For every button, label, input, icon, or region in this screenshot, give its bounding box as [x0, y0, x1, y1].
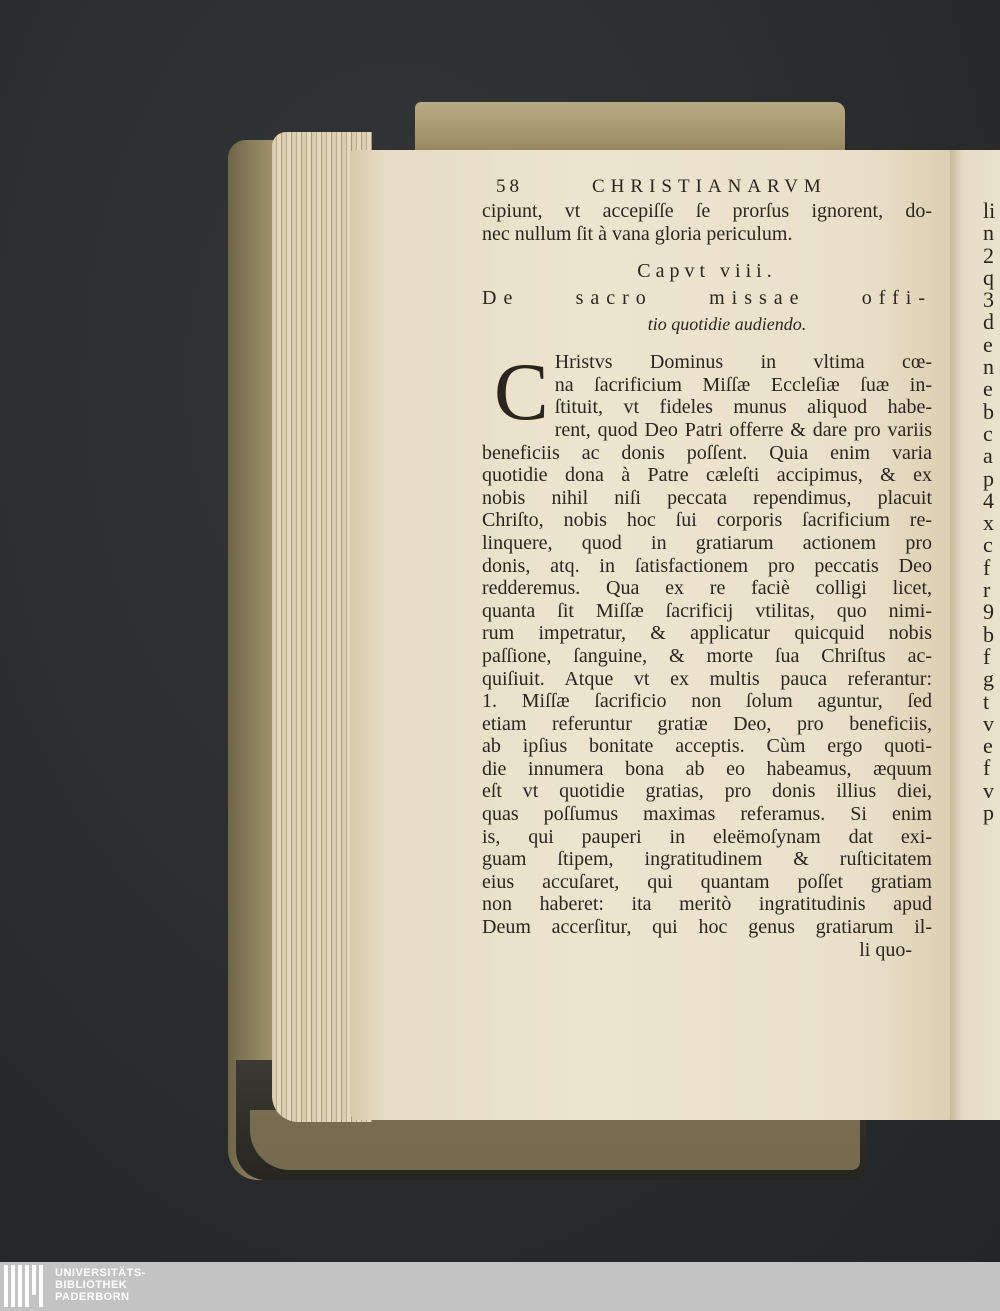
- body-text: [482, 346, 932, 961]
- running-header: [482, 170, 932, 200]
- facing-page-fragment: c: [983, 532, 993, 558]
- text-line: guam ſtipem, ingratitudinem & ruſticitatem: [482, 848, 932, 871]
- logo-bar: [32, 1265, 36, 1295]
- text-line: Deum accerſitur, qui hoc genus gratiarum il-: [482, 916, 932, 939]
- text-line: donis, atq. in ſatisfactionem pro peccatis Deo: [482, 554, 932, 577]
- facing-page-fragment: 3: [983, 287, 994, 313]
- text-line: quotidie dona à Patre cæleſti accipimus, & ex: [482, 464, 932, 487]
- text-line: Chriſto, nobis hoc ſui corporis ſacrificium re-: [482, 509, 932, 532]
- library-logo-icon: [4, 1265, 46, 1307]
- text-line: linquere, quod in gratiarum actionem pro: [482, 531, 932, 554]
- body-lines: [482, 346, 932, 939]
- facing-page-fragment: f: [983, 554, 991, 580]
- text-line: is, qui pauperi in eleëmoſynam dat exi-: [482, 825, 932, 848]
- text-line: die innumera bona ab eo habeamus, æquum: [482, 757, 932, 780]
- facing-page-fragment: n: [983, 354, 994, 380]
- text-line: 1. Miſſæ ſacrificio non ſolum aguntur, ſed: [482, 690, 932, 713]
- chapter-heading: Capvt viii.: [637, 260, 777, 283]
- library-name-line: UNIVERSITÄTS-: [55, 1267, 146, 1279]
- text-line: beneficiis ac donis poſſent. Quia enim varia: [482, 441, 932, 464]
- facing-page-fragment: q: [983, 264, 994, 290]
- page-number: 58: [496, 176, 523, 197]
- text-line: eius accuſaret, qui quantam poſſet gratiam: [482, 870, 932, 893]
- facing-page-fragment: p: [983, 465, 994, 491]
- page-text: [482, 170, 932, 961]
- logo-bar: [4, 1265, 8, 1307]
- library-name-line: BIBLIOTHEK: [55, 1279, 128, 1291]
- text-line: nec nullum ſit à vana gloria periculum.: [482, 222, 793, 245]
- text-line: cipiunt, vt accepiſſe ſe prorſus ignorent, do-: [482, 200, 932, 222]
- facing-page-fragment: b: [983, 621, 994, 647]
- library-name: [55, 1267, 146, 1303]
- drop-cap: C: [494, 346, 549, 438]
- facing-page-fragment: x: [983, 510, 994, 536]
- text-line: redderemus. Qua ex re faciè colligi licet,: [482, 577, 932, 600]
- facing-page-fragment: f: [983, 643, 991, 669]
- facing-page-fragment: n: [983, 220, 994, 246]
- facing-page-fragment: f: [983, 755, 991, 781]
- text-line: etiam referuntur gratiæ Deo, pro beneficiis,: [482, 712, 932, 735]
- facing-page-fragment: 9: [983, 599, 994, 625]
- facing-page-fragment: t: [983, 688, 990, 714]
- logo-bar: [39, 1265, 43, 1307]
- facing-page-fragment: p: [983, 800, 994, 826]
- facing-page-text-fragments: [983, 200, 1000, 824]
- text-line: quanta ſit Miſſæ ſacrificij vtilitas, quo nimi-: [482, 599, 932, 622]
- facing-page-fragment: e: [983, 331, 993, 357]
- chapter-title-italic: tio quotidie audiendo.: [647, 314, 807, 335]
- logo-bar: [18, 1265, 22, 1307]
- text-line: Hristvs Dominus in vltima cœ-: [554, 351, 932, 374]
- text-line: ſtituit, vt fideles munus aliquod habe-: [554, 396, 932, 419]
- catchword: li quo-: [859, 938, 912, 961]
- text-line: rent, quod Deo Patri offerre & dare pro variis: [554, 418, 932, 441]
- library-footer-bar: [0, 1262, 1000, 1311]
- facing-page-fragment: e: [983, 376, 993, 402]
- text-line: quas poſſumus maximas referamus. Si enim: [482, 803, 932, 826]
- chapter-title-line: De sacro missae offi-: [482, 287, 932, 310]
- facing-page-fragment: d: [983, 309, 994, 335]
- text-line: nobis nihil niſi peccata rependimus, placuit: [482, 486, 932, 509]
- text-line: ab ipſius bonitate acceptis. Cùm ergo quoti-: [482, 735, 932, 758]
- facing-page-fragment: c: [983, 420, 993, 446]
- facing-page-fragment: v: [983, 777, 994, 803]
- text-line: rum impetratur, & applicatur quicquid nobis: [482, 622, 932, 645]
- facing-page-fragment: v: [983, 710, 994, 736]
- logo-bar: [25, 1265, 29, 1307]
- running-title: CHRISTIANARVM: [592, 176, 827, 197]
- text-line: non haberet: ita meritò ingratitudinis apud: [482, 893, 932, 916]
- facing-page-fragment: g: [983, 666, 994, 692]
- facing-page-fragment: 4: [983, 487, 994, 513]
- facing-page-fragment: b: [983, 398, 994, 424]
- logo-bar: [11, 1265, 15, 1307]
- facing-page-fragment: li: [983, 198, 996, 223]
- text-line: quiſiuit. Atque vt ex multis pauca referantur:: [482, 667, 932, 690]
- library-name-line: PADERBORN: [55, 1291, 130, 1303]
- text-line: eſt vt quotidie gratias, pro donis illius diei,: [482, 780, 932, 803]
- facing-page-fragment: e: [983, 733, 993, 759]
- text-line: paſſione, ſanguine, & morte ſua Chriſtus ac-: [482, 644, 932, 667]
- facing-page-fragment: 2: [983, 242, 994, 268]
- facing-page-fragment: r: [983, 577, 991, 603]
- text-line: na ſacrificium Miſſæ Eccleſiæ ſuæ in-: [554, 373, 932, 396]
- facing-page-fragment: a: [983, 443, 993, 469]
